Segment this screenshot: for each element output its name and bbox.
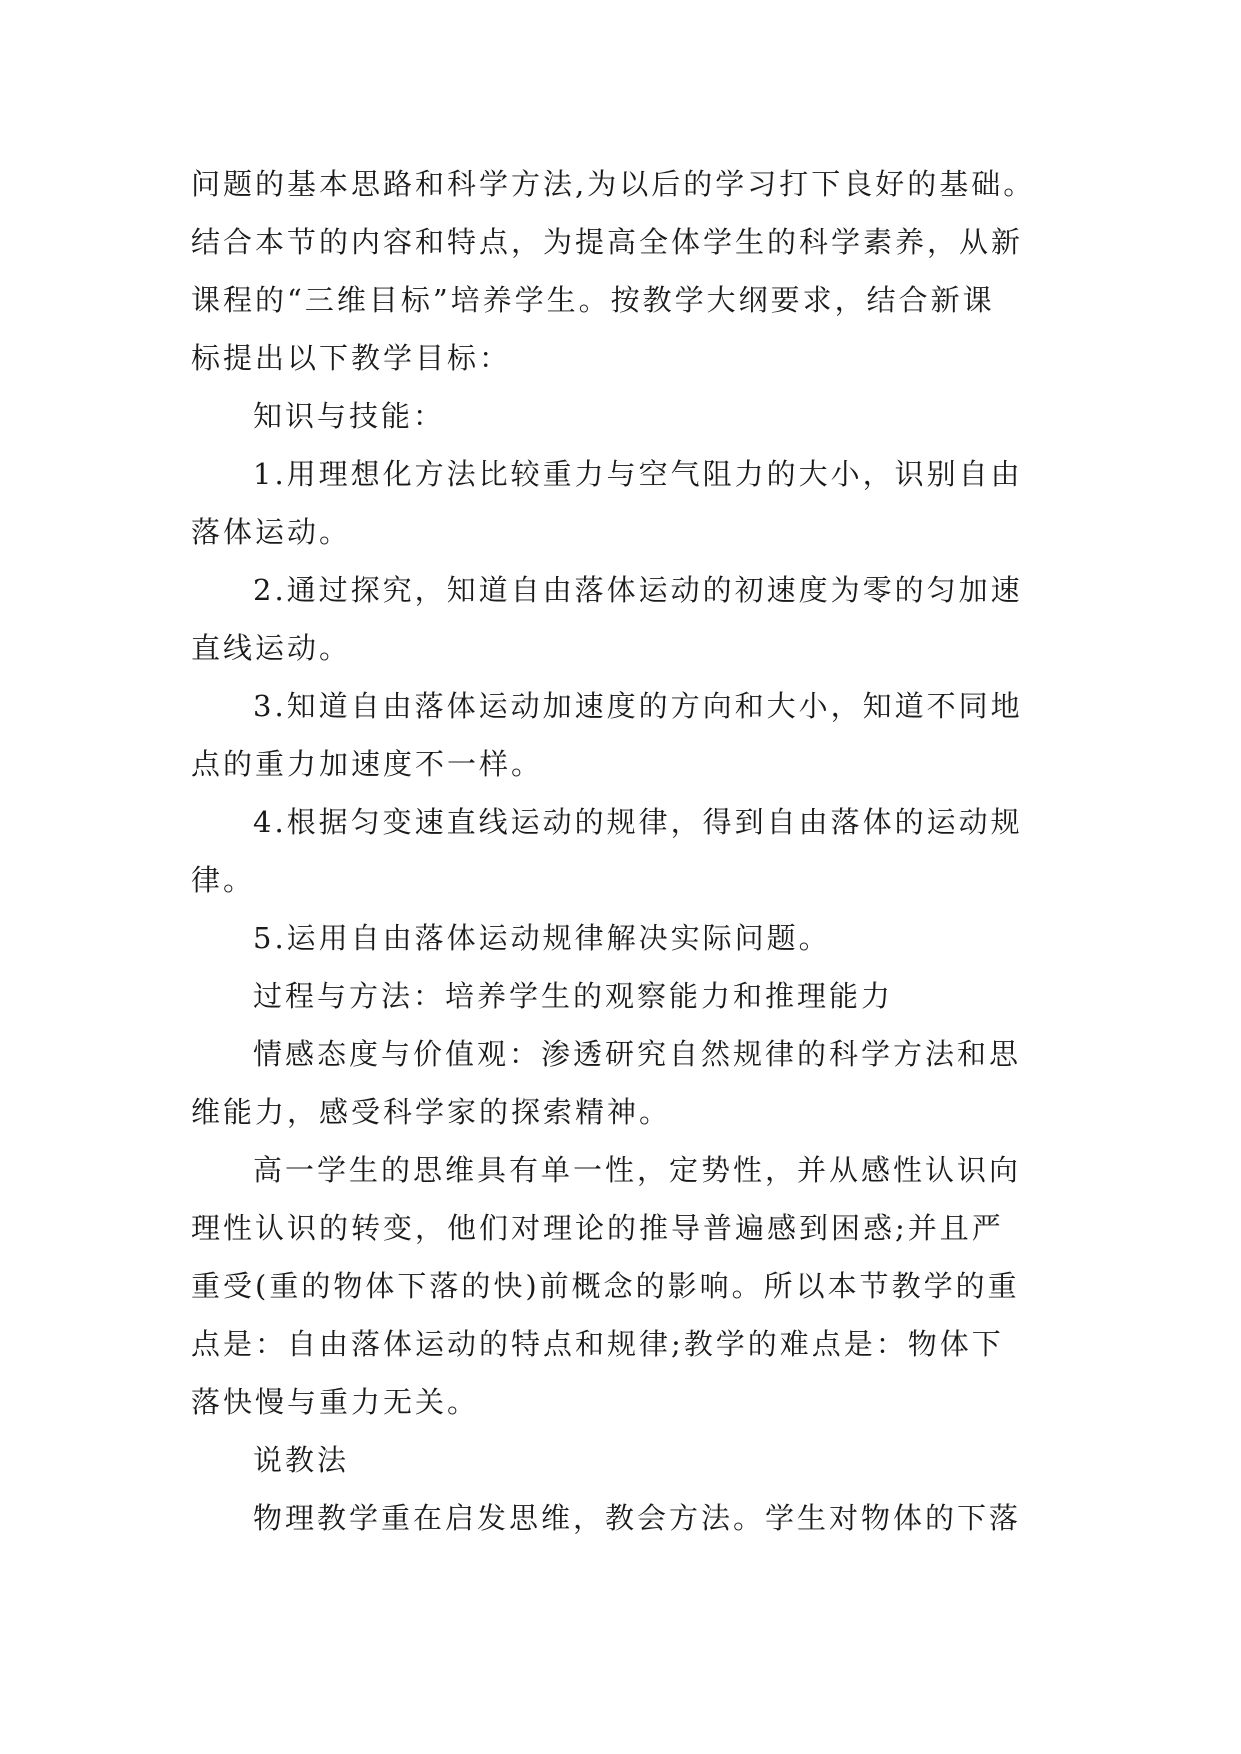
text-line: 律。 [191, 863, 256, 897]
paragraph-line: 物理教学重在启发思维，教会方法。学生对物体的下落 [253, 1501, 1022, 1535]
section-heading: 知识与技能： [253, 399, 446, 433]
text-line: 维能力，感受科学家的探索精神。 [191, 1095, 672, 1129]
list-item: 1.用理想化方法比较重力与空气阻力的大小，识别自由 [253, 457, 1023, 491]
list-item: 5.运用自由落体运动规律解决实际问题。 [253, 921, 831, 955]
list-item: 4.根据匀变速直线运动的规律，得到自由落体的运动规 [253, 805, 1023, 839]
text-line: 结合本节的内容和特点，为提高全体学生的科学素养，从新 [191, 225, 1024, 259]
list-item: 2.通过探究，知道自由落体运动的初速度为零的匀加速 [253, 573, 1023, 607]
paragraph-line: 过程与方法：培养学生的观察能力和推理能力 [253, 979, 894, 1013]
text-line: 点的重力加速度不一样。 [191, 747, 544, 781]
list-item: 3.知道自由落体运动加速度的方向和大小，知道不同地 [253, 689, 1023, 723]
text-line: 直线运动。 [191, 631, 352, 665]
paragraph-line: 情感态度与价值观：渗透研究自然规律的科学方法和思 [253, 1037, 1022, 1071]
text-line: 落快慢与重力无关。 [191, 1385, 480, 1419]
text-line: 标提出以下教学目标： [191, 341, 512, 375]
text-line: 重受(重的物体下落的快)前概念的影响。所以本节教学的重 [191, 1269, 1020, 1303]
text-line: 点是：自由落体运动的特点和规律;教学的难点是：物体下 [191, 1327, 1004, 1361]
text-line: 理性认识的转变，他们对理论的推导普遍感到困惑;并且严 [191, 1211, 1004, 1245]
section-heading: 说教法 [253, 1443, 350, 1477]
paragraph-line: 高一学生的思维具有单一性，定势性，并从感性认识向 [253, 1153, 1022, 1187]
text-line: 问题的基本思路和科学方法,为以后的学习打下良好的基础。 [191, 167, 1036, 201]
text-line: 课程的“三维目标”培养学生。按教学大纲要求，结合新课 [191, 283, 995, 317]
text-line: 落体运动。 [191, 515, 352, 549]
